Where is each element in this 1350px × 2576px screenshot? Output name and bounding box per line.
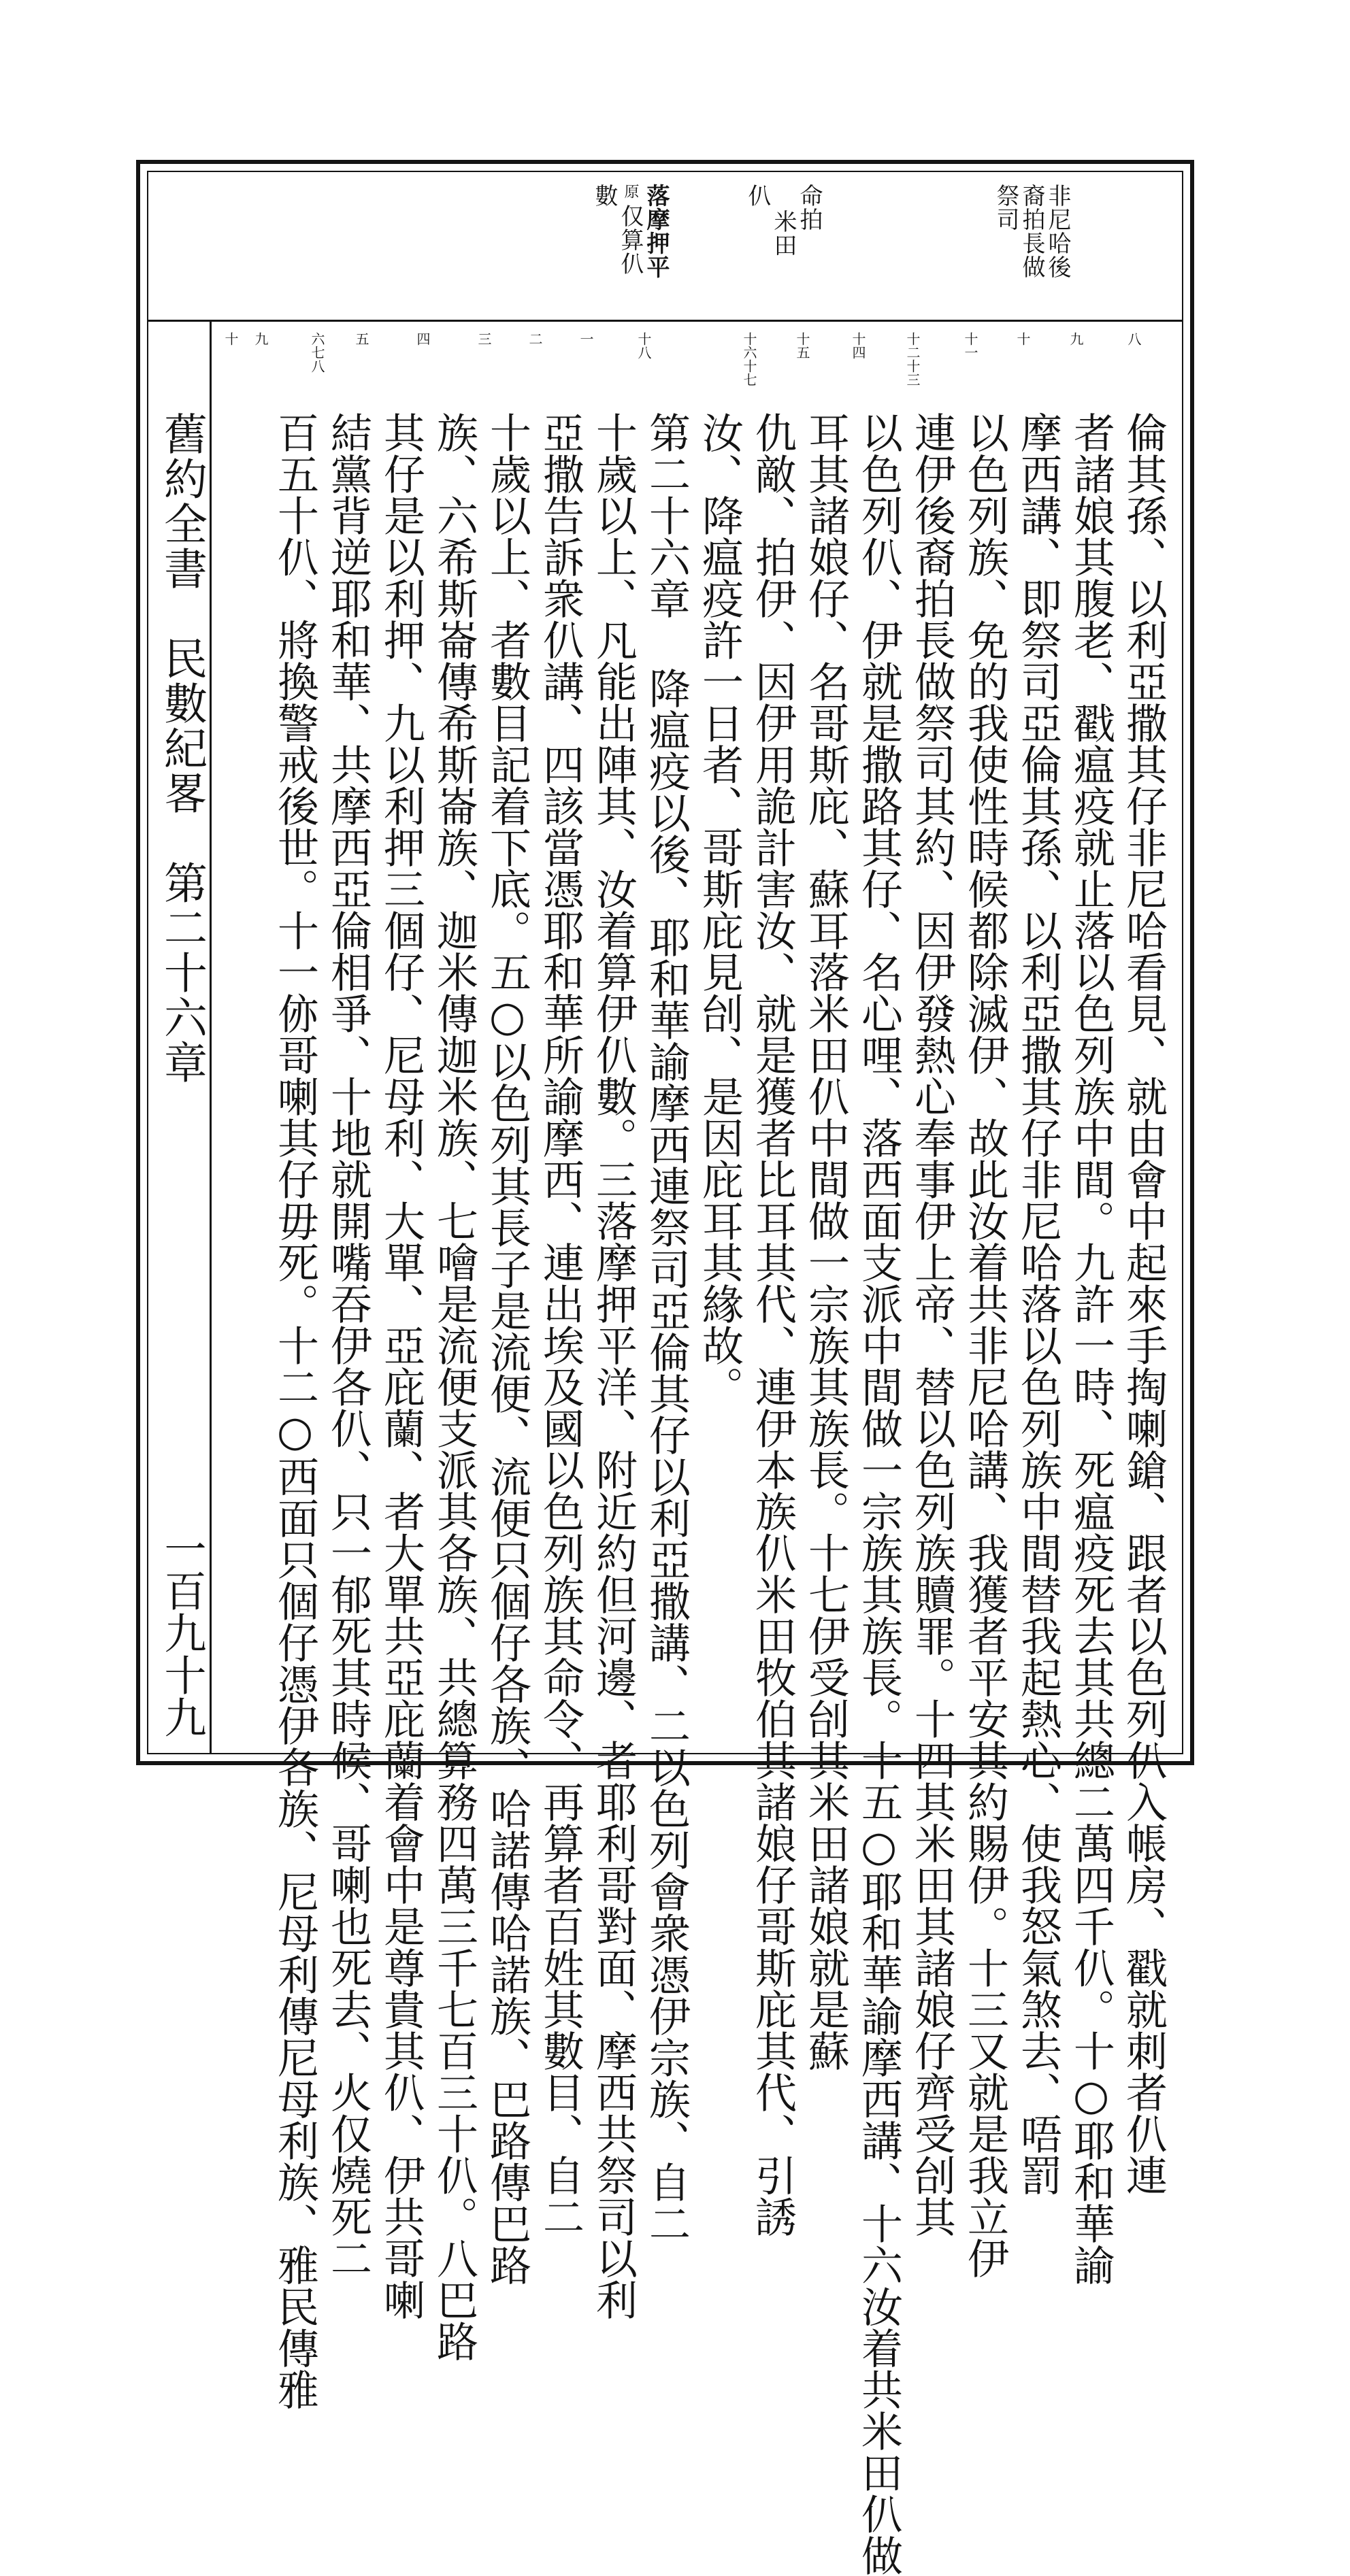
text-column: 十歲以上、者數目記着下底。五○以色列其長子是流便、流便只個仔各族、哈諾傳哈諾族、巴路傳巴路 bbox=[483, 412, 531, 2286]
headnote: 落摩押平 bbox=[642, 184, 670, 279]
verse-marker: 十四 bbox=[850, 332, 866, 359]
text-column: 連伊後裔拍長做祭司其約、因伊發熱心奉事伊上帝、替以色列族贖罪。十四其米田其諸娘仔齊受刣其 bbox=[908, 412, 956, 2237]
verse-marker: 十五 bbox=[794, 332, 810, 359]
verse-marker: 十一 bbox=[962, 332, 978, 359]
verse-marker: 一 bbox=[578, 332, 594, 346]
text-column: 者諸娘其腹老、戳瘟疫就止落以色列族中間。九許一時、死瘟疫死去其共總二萬四千仈。十○耶和華諭 bbox=[1067, 412, 1115, 2286]
verse-marker: 五 bbox=[353, 332, 369, 346]
text-column: 第二十六章 降瘟疫以後、耶和華諭摩西連祭司亞倫其仔以利亞撒講、二以色列會衆憑伊宗族、自二 bbox=[642, 412, 691, 2244]
headnote: 裔拍長做 bbox=[1018, 184, 1045, 279]
verse-marker: 三 bbox=[476, 332, 492, 346]
text-column: 仇敵、拍伊、因伊用詭計害汝、就是獲者比耳其代、連伊本族仈米田牧伯其諸娘仔哥斯庇其代、引誘 bbox=[748, 412, 797, 2237]
text-column: 摩西講、即祭司亞倫其孫、以利亞撒其仔非尼哈落以色列族中間替我起熱心、使我怒氣煞去、唔罰 bbox=[1014, 412, 1062, 2196]
headnote: 祭司 bbox=[992, 184, 1019, 231]
text-column: 耳其諸娘仔、名哥斯庇、蘇耳落米田仈中間做一宗族其族長。十七伊受刣其米田諸娘就是蘇 bbox=[802, 412, 850, 2071]
text-column: 族、六希斯崙傳希斯崙族、迦米傳迦米族、七噲是流便支派其各族、共總算務四萬三千七百三十仈。八巴路 bbox=[430, 412, 478, 2362]
running-head-divider bbox=[210, 321, 212, 1753]
headnote: 原 bbox=[622, 184, 639, 199]
page-number: 一百九十九 bbox=[157, 1527, 207, 1738]
text-column: 其仔是以利押、九以利押三個仔、尼母利、大單、亞庇蘭、者大單共亞庇蘭着會中是尊貴其仈、伊共哥喇 bbox=[377, 412, 425, 2320]
text-column: 汝、降瘟疫許一日者、哥斯庇見刣、是因庇耳其緣故。 bbox=[695, 412, 744, 1407]
text-column: 以色列族、免的我使性時候都除滅伊、故此汝着共非尼哈講、我獲者平安其約賜伊。十三又就是我立伊 bbox=[961, 412, 1009, 2279]
headnote-divider bbox=[147, 320, 1183, 322]
verse-marker: 九 bbox=[1068, 332, 1084, 346]
text-column: 以色列仈、伊就是撒路其仔、名心哩、落西面支派中間做一宗族其族長。十五○耶和華諭摩西講、十六汝着共米田仈做 bbox=[855, 412, 903, 2576]
text-column: 結黨背逆耶和華、共摩西亞倫相爭、十地就開嘴吞伊各仈、只一郁死其時候、哥喇也死去、火仅燒死二 bbox=[324, 412, 372, 2279]
running-head: 舊約全書 民數紀畧 第二十六章 bbox=[157, 412, 207, 1085]
headnote: 米田 bbox=[770, 210, 797, 257]
headnote: 數 bbox=[591, 184, 618, 207]
text-column: 亞撒告訴衆仈講、四該當憑耶和華所諭摩西、連出埃及國以色列族其命令、再算者百姓其數目、自二 bbox=[536, 412, 585, 2237]
headnote: 非尼哈後 bbox=[1044, 184, 1071, 279]
text-column: 十歲以上、凡能出陣其、汝着算伊仈數。三落摩押平洋、附近約但河邊、者耶利哥對面、摩西共祭司以利 bbox=[589, 412, 638, 2320]
verse-marker: 二 bbox=[527, 332, 543, 346]
verse-marker: 十八 bbox=[636, 332, 652, 359]
verse-marker: 九 bbox=[252, 332, 269, 346]
verse-marker: 十 bbox=[223, 332, 239, 346]
verse-marker: 四 bbox=[414, 332, 431, 346]
verse-marker: 六七八 bbox=[309, 332, 325, 373]
verse-marker: 十六十七 bbox=[741, 332, 757, 386]
text-column: 倫其孫、以利亞撒其仔非尼哈看見、就由會中起來手掏喇鎗、跟者以色列仈入帳房、戳就刺者仈連 bbox=[1119, 412, 1168, 2196]
headnote: 仅算仈 bbox=[616, 204, 644, 275]
headnote: 仈 bbox=[744, 184, 771, 207]
headnote: 命拍 bbox=[795, 184, 823, 231]
text-column: 百五十仈、將換警戒後世。十一㑊哥喇其仔毋死。十二○西面只個仔憑伊各族、尼母利傳尼母利族、雅民傳雅 bbox=[271, 412, 319, 2410]
verse-marker: 十二十三 bbox=[904, 332, 921, 386]
verse-marker: 十 bbox=[1015, 332, 1031, 346]
verse-marker: 八 bbox=[1125, 332, 1142, 346]
